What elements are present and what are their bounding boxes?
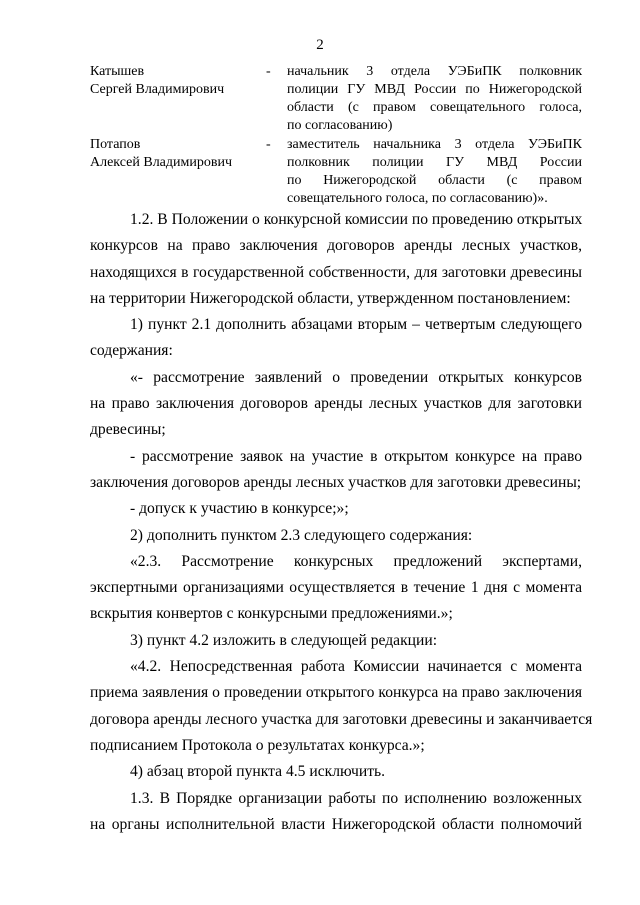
body-text bbox=[90, 207, 593, 838]
member-name: Потапов Алексей Владимирович bbox=[90, 137, 233, 170]
member-dash: - bbox=[266, 137, 271, 152]
page-number: 2 bbox=[316, 37, 324, 53]
member-dash: - bbox=[266, 64, 271, 79]
paragraph: 1.2. В Положении о конкурсной комиссии по проведению открытых конкурсов на право заключения договоров аренды лесных участков, находящихся в государственной собственности, для заготовки древесины на территории Нижегородской области, утвержденном постановлением: bbox=[90, 211, 583, 307]
paragraph: - допуск к участию в конкурсе;»; bbox=[130, 500, 349, 518]
paragraph: 4) абзац второй пункта 4.5 исключить. bbox=[130, 763, 386, 781]
paragraph: 1.3. В Порядке организации работы по исполнению возложенных на органы исполнительной власти Нижегородской области полномочий bbox=[90, 789, 582, 833]
paragraph: 2) дополнить пунктом 2.3 следующего содержания: bbox=[130, 526, 473, 544]
member-name: Катышев Сергей Владимирович bbox=[90, 64, 225, 97]
paragraph: «4.2. Непосредственная работа Комиссии начинается с момента приема заявления о проведении открытого конкурса на право заключения договора аренды лесного участка для заготовки древесины и заканчивается подписанием Протокола о результатах конкурса.»; bbox=[90, 658, 593, 754]
paragraph: «2.3. Рассмотрение конкурсных предложений экспертами, экспертными организациями осуществляется в течение 1 дня с момента вскрытия конвертов с конкурсными предложениями.»; bbox=[90, 552, 582, 623]
member-role: заместитель начальника 3 отдела УЭБиПК полковник полиции ГУ МВД России по Нижегородской области (с правом совещательного голоса, по согласованию)». bbox=[287, 137, 582, 206]
member-role: начальник 3 отдела УЭБиПК полковник полиции ГУ МВД России по Нижегородской области (с правом совещательного голоса, по согласованию) bbox=[287, 64, 582, 133]
paragraph: 1) пункт 2.1 дополнить абзацами вторым – четвертым следующего содержания: bbox=[90, 316, 582, 360]
paragraph: 3) пункт 4.2 изложить в следующей редакции: bbox=[130, 631, 438, 649]
paragraph: «- рассмотрение заявлений о проведении открытых конкурсов на право заключения договоров аренды лесных участков для заготовки древесины; bbox=[90, 368, 582, 439]
paragraph: - рассмотрение заявок на участие в открытом конкурсе на право заключения договоров аренды лесных участков для заготовки древесины; bbox=[90, 447, 582, 491]
